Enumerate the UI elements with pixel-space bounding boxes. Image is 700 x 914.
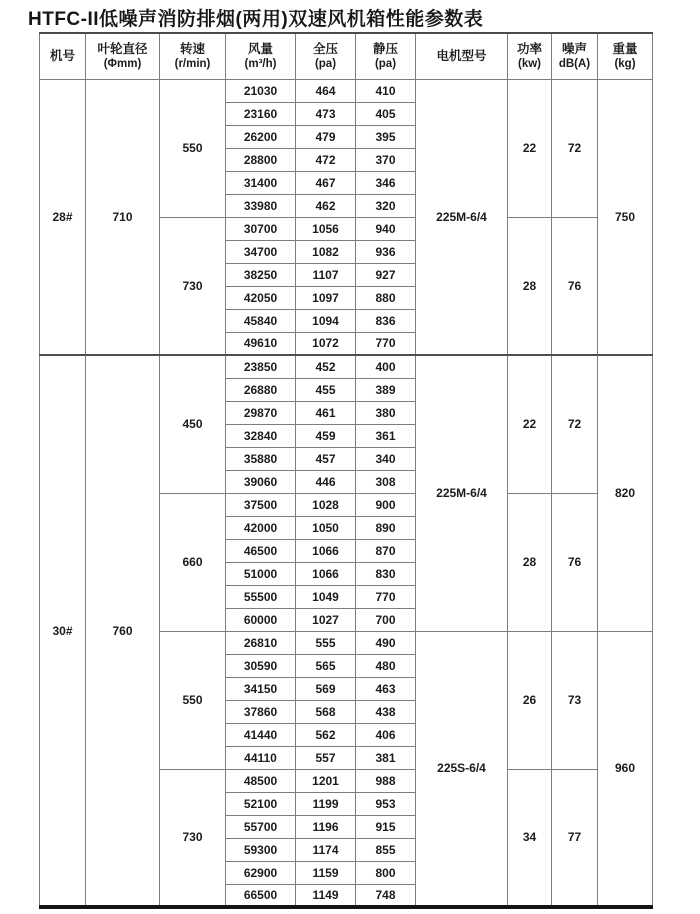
- cell-total-pressure: 1072: [296, 332, 356, 355]
- cell-static-pressure: 320: [356, 194, 416, 217]
- cell-static-pressure: 308: [356, 470, 416, 493]
- cell-static-pressure: 361: [356, 424, 416, 447]
- col-header-machine-no: 机号: [40, 33, 86, 79]
- cell-total-pressure: 1196: [296, 815, 356, 838]
- cell-airflow: 39060: [226, 470, 296, 493]
- cell-airflow: 62900: [226, 861, 296, 884]
- cell-airflow: 46500: [226, 539, 296, 562]
- cell-airflow: 66500: [226, 884, 296, 907]
- cell-airflow: 59300: [226, 838, 296, 861]
- cell-total-pressure: 557: [296, 746, 356, 769]
- cell-airflow: 55500: [226, 585, 296, 608]
- cell-airflow: 33980: [226, 194, 296, 217]
- col-header-power: 功率 (kw): [508, 33, 552, 79]
- cell-airflow: 49610: [226, 332, 296, 355]
- cell-airflow: 32840: [226, 424, 296, 447]
- cell-airflow: 34150: [226, 677, 296, 700]
- col-header-airflow: 风量 (m³/h): [226, 33, 296, 79]
- cell-total-pressure: 1027: [296, 608, 356, 631]
- cell-total-pressure: 1066: [296, 562, 356, 585]
- cell-total-pressure: 472: [296, 148, 356, 171]
- cell-static-pressure: 463: [356, 677, 416, 700]
- cell-static-pressure: 410: [356, 79, 416, 102]
- cell-speed: 660: [160, 493, 226, 631]
- cell-total-pressure: 1066: [296, 539, 356, 562]
- cell-speed: 730: [160, 217, 226, 355]
- cell-static-pressure: 700: [356, 608, 416, 631]
- cell-airflow: 26880: [226, 378, 296, 401]
- cell-noise: 72: [552, 355, 598, 493]
- cell-noise: 73: [552, 631, 598, 769]
- cell-total-pressure: 568: [296, 700, 356, 723]
- cell-power: 26: [508, 631, 552, 769]
- cell-total-pressure: 1149: [296, 884, 356, 907]
- cell-total-pressure: 467: [296, 171, 356, 194]
- cell-weight: 960: [598, 631, 653, 907]
- cell-total-pressure: 479: [296, 125, 356, 148]
- cell-weight: 820: [598, 355, 653, 631]
- cell-airflow: 26810: [226, 631, 296, 654]
- cell-total-pressure: 446: [296, 470, 356, 493]
- cell-diameter: 760: [86, 355, 160, 907]
- cell-airflow: 45840: [226, 309, 296, 332]
- cell-total-pressure: 1050: [296, 516, 356, 539]
- cell-total-pressure: 1107: [296, 263, 356, 286]
- cell-static-pressure: 880: [356, 286, 416, 309]
- cell-motor-model: 225M-6/4: [416, 79, 508, 355]
- cell-total-pressure: 1094: [296, 309, 356, 332]
- cell-total-pressure: 1199: [296, 792, 356, 815]
- cell-airflow: 34700: [226, 240, 296, 263]
- cell-power: 28: [508, 493, 552, 631]
- cell-total-pressure: 1159: [296, 861, 356, 884]
- col-header-weight: 重量 (kg): [598, 33, 653, 79]
- cell-static-pressure: 406: [356, 723, 416, 746]
- cell-airflow: 28800: [226, 148, 296, 171]
- cell-airflow: 55700: [226, 815, 296, 838]
- cell-static-pressure: 870: [356, 539, 416, 562]
- cell-total-pressure: 569: [296, 677, 356, 700]
- cell-airflow: 42050: [226, 286, 296, 309]
- cell-airflow: 37500: [226, 493, 296, 516]
- cell-total-pressure: 565: [296, 654, 356, 677]
- cell-static-pressure: 490: [356, 631, 416, 654]
- header-row: [40, 33, 653, 79]
- cell-airflow: 51000: [226, 562, 296, 585]
- cell-total-pressure: 562: [296, 723, 356, 746]
- cell-motor-model: 225S-6/4: [416, 631, 508, 907]
- table-body: [40, 79, 653, 907]
- table-row: [40, 355, 653, 378]
- cell-total-pressure: 1028: [296, 493, 356, 516]
- cell-weight: 750: [598, 79, 653, 355]
- cell-airflow: 48500: [226, 769, 296, 792]
- cell-total-pressure: 1097: [296, 286, 356, 309]
- cell-machine-no: 30#: [40, 355, 86, 907]
- table-row: [40, 79, 653, 102]
- cell-noise: 76: [552, 493, 598, 631]
- cell-total-pressure: 473: [296, 102, 356, 125]
- cell-static-pressure: 400: [356, 355, 416, 378]
- col-header-noise: 噪声 dB(A): [552, 33, 598, 79]
- cell-static-pressure: 836: [356, 309, 416, 332]
- cell-airflow: 31400: [226, 171, 296, 194]
- cell-static-pressure: 855: [356, 838, 416, 861]
- cell-static-pressure: 940: [356, 217, 416, 240]
- cell-static-pressure: 748: [356, 884, 416, 907]
- cell-airflow: 38250: [226, 263, 296, 286]
- cell-airflow: 60000: [226, 608, 296, 631]
- cell-speed: 450: [160, 355, 226, 493]
- cell-total-pressure: 452: [296, 355, 356, 378]
- col-header-total-pressure: 全压 (pa): [296, 33, 356, 79]
- cell-total-pressure: 1174: [296, 838, 356, 861]
- cell-total-pressure: 459: [296, 424, 356, 447]
- cell-static-pressure: 389: [356, 378, 416, 401]
- page-title: HTFC-II低噪声消防排烟(两用)双速风机箱性能参数表: [28, 9, 484, 30]
- col-header-impeller-diameter: 叶轮直径 (Φmm): [86, 33, 160, 79]
- cell-total-pressure: 1056: [296, 217, 356, 240]
- cell-total-pressure: 1082: [296, 240, 356, 263]
- cell-static-pressure: 915: [356, 815, 416, 838]
- cell-static-pressure: 770: [356, 332, 416, 355]
- cell-total-pressure: 455: [296, 378, 356, 401]
- cell-airflow: 37860: [226, 700, 296, 723]
- cell-total-pressure: 1049: [296, 585, 356, 608]
- col-header-speed: 转速 (r/min): [160, 33, 226, 79]
- cell-static-pressure: 988: [356, 769, 416, 792]
- table-header: [40, 33, 653, 79]
- cell-total-pressure: 457: [296, 447, 356, 470]
- cell-airflow: 30700: [226, 217, 296, 240]
- cell-static-pressure: 927: [356, 263, 416, 286]
- cell-noise: 72: [552, 79, 598, 217]
- cell-total-pressure: 461: [296, 401, 356, 424]
- cell-speed: 550: [160, 79, 226, 217]
- cell-static-pressure: 953: [356, 792, 416, 815]
- cell-machine-no: 28#: [40, 79, 86, 355]
- cell-speed: 550: [160, 631, 226, 769]
- cell-speed: 730: [160, 769, 226, 907]
- cell-static-pressure: 380: [356, 401, 416, 424]
- cell-power: 22: [508, 79, 552, 217]
- cell-static-pressure: 770: [356, 585, 416, 608]
- cell-static-pressure: 800: [356, 861, 416, 884]
- cell-static-pressure: 346: [356, 171, 416, 194]
- cell-total-pressure: 462: [296, 194, 356, 217]
- cell-static-pressure: 370: [356, 148, 416, 171]
- col-header-motor-model: 电机型号: [416, 33, 508, 79]
- cell-static-pressure: 830: [356, 562, 416, 585]
- cell-motor-model: 225M-6/4: [416, 355, 508, 631]
- cell-airflow: 52100: [226, 792, 296, 815]
- cell-airflow: 44110: [226, 746, 296, 769]
- cell-airflow: 30590: [226, 654, 296, 677]
- col-header-static-pressure: 静压 (pa): [356, 33, 416, 79]
- cell-static-pressure: 900: [356, 493, 416, 516]
- cell-airflow: 41440: [226, 723, 296, 746]
- cell-noise: 76: [552, 217, 598, 355]
- cell-static-pressure: 405: [356, 102, 416, 125]
- cell-total-pressure: 464: [296, 79, 356, 102]
- cell-static-pressure: 438: [356, 700, 416, 723]
- cell-power: 34: [508, 769, 552, 907]
- cell-airflow: 23850: [226, 355, 296, 378]
- cell-airflow: 26200: [226, 125, 296, 148]
- cell-airflow: 21030: [226, 79, 296, 102]
- cell-static-pressure: 890: [356, 516, 416, 539]
- cell-static-pressure: 936: [356, 240, 416, 263]
- cell-static-pressure: 395: [356, 125, 416, 148]
- cell-airflow: 23160: [226, 102, 296, 125]
- cell-airflow: 35880: [226, 447, 296, 470]
- cell-static-pressure: 340: [356, 447, 416, 470]
- cell-airflow: 29870: [226, 401, 296, 424]
- cell-power: 22: [508, 355, 552, 493]
- cell-static-pressure: 381: [356, 746, 416, 769]
- performance-table: [39, 32, 653, 909]
- cell-noise: 77: [552, 769, 598, 907]
- cell-total-pressure: 555: [296, 631, 356, 654]
- cell-static-pressure: 480: [356, 654, 416, 677]
- cell-diameter: 710: [86, 79, 160, 355]
- cell-airflow: 42000: [226, 516, 296, 539]
- cell-total-pressure: 1201: [296, 769, 356, 792]
- cell-power: 28: [508, 217, 552, 355]
